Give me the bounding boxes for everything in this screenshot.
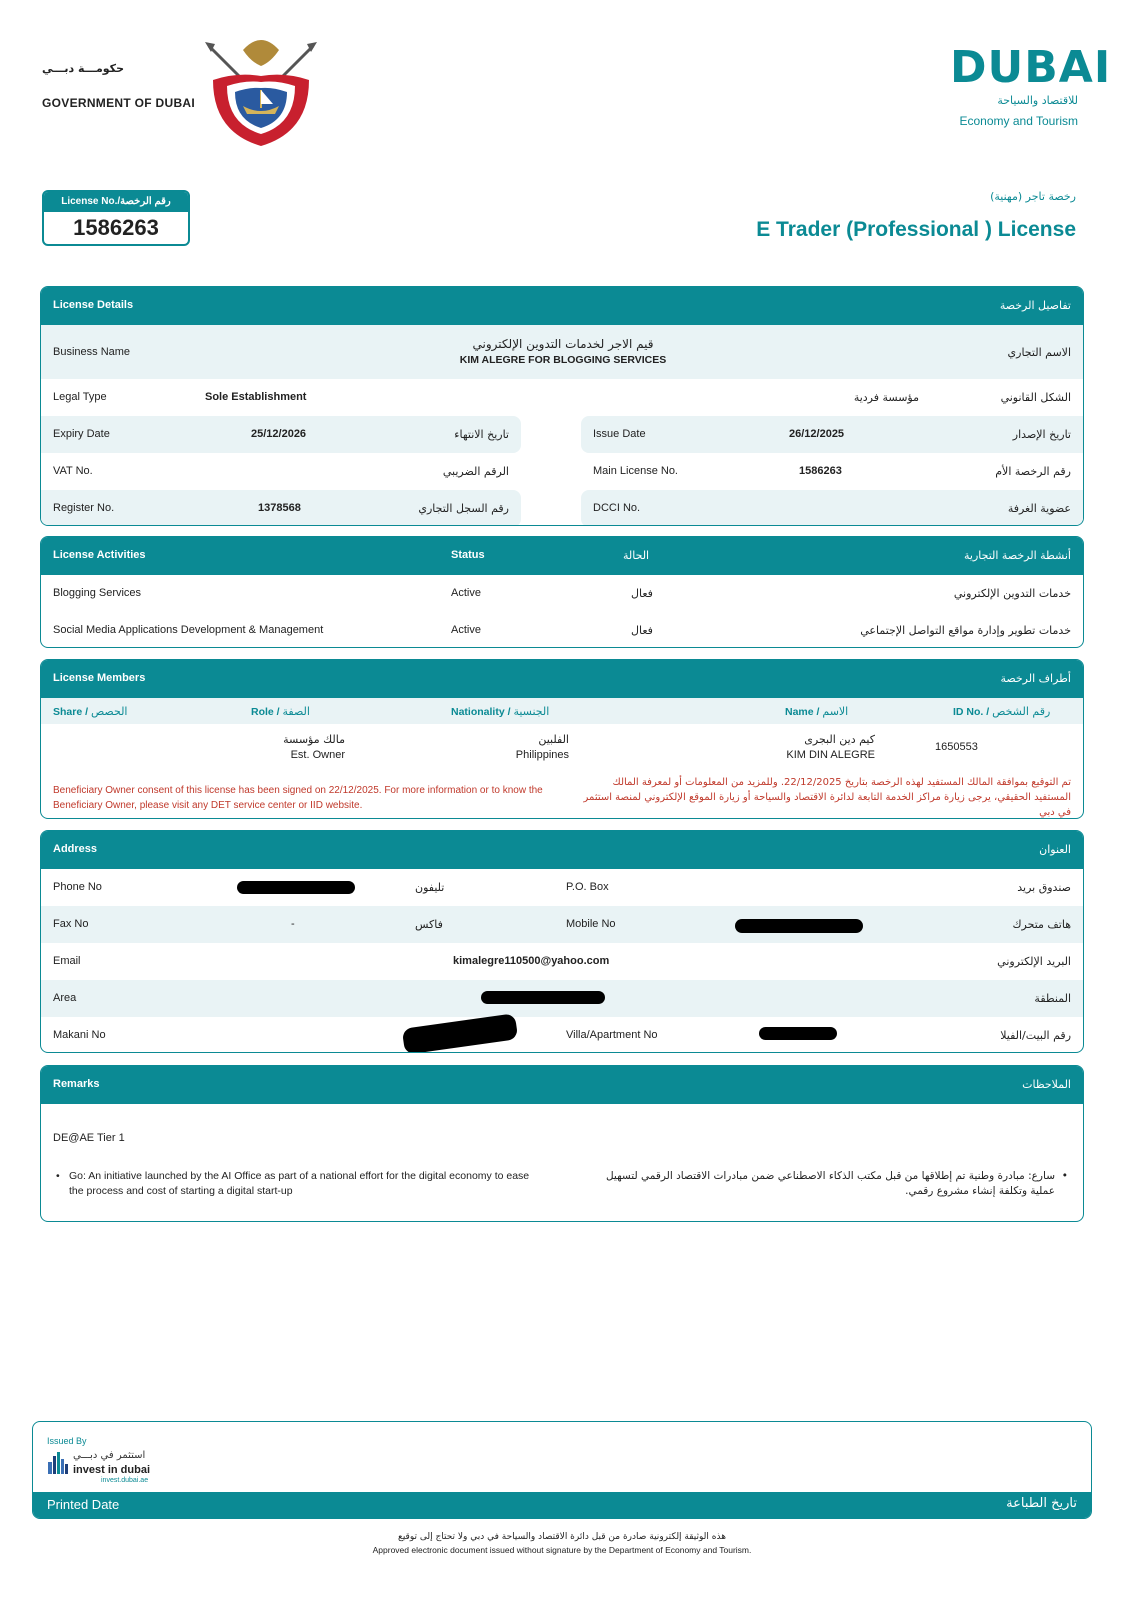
remarks-panel (40, 1065, 1084, 1222)
invest-logo-arabic: استثمر في دبـــي (73, 1450, 146, 1461)
email-arabic-label: البريد الإلكتروني (997, 955, 1071, 968)
government-name-arabic: حكومـــة دبـــي (42, 62, 124, 75)
bullet-icon: • (56, 1170, 60, 1182)
status-column-header: Status (451, 549, 485, 561)
phone-redaction (237, 881, 355, 894)
legal-type-arabic-label: الشكل القانوني (1000, 391, 1071, 404)
printed-date-bar (33, 1492, 1091, 1518)
remarks-bullet-arabic: • سارع: مبادرة وطنية تم إطلاقها من قبل مكتب الذكاء الاصطناعي ضمن مبادرات الاقتصاد الرقمي لتسهيل عملية وتكلفة إنشاء مشروع رقمي. (605, 1170, 1068, 1197)
share-column-header: Share / الحصص (53, 705, 128, 718)
main-license-arabic-label: رقم الرخصة الأم (995, 465, 1071, 478)
activity-status-arabic: فعال (631, 624, 653, 637)
issued-by-label: Issued By (47, 1436, 87, 1446)
beneficiary-note-arabic: تم التوقيع بموافقة المالك المستفيد لهذه الرخصة بتاريخ 22/12/2025. وللمزيد من المعلومات أو لمعرفة المالك المستفيد الحقيقي، يرجى زيارة مراكز الخدمة التابعة لدائرة الاقتصاد والسياحة أو زيارة الموقع الإلكتروني لمنصة استثمر في دبي (583, 777, 1071, 818)
fax-value: - (291, 918, 295, 930)
remarks-title-arabic: الملاحظات (1022, 1078, 1071, 1091)
vat-arabic-label: الرقم الضريبي (442, 465, 509, 478)
dubai-logo-english: Economy and Tourism (959, 114, 1078, 128)
license-activities-panel (40, 536, 1084, 648)
business-name-label: Business Name (53, 346, 131, 358)
activity-status: Active (451, 587, 481, 599)
activity-status-arabic: فعال (631, 587, 653, 600)
address-title-arabic: العنوان (1039, 843, 1071, 856)
area-redaction (481, 991, 605, 1004)
mobile-redaction (735, 919, 863, 933)
license-activities-title-arabic: أنشطة الرخصة التجارية (963, 549, 1071, 562)
activity-name: Social Media Applications Development & Management (53, 624, 324, 636)
license-number-label: License No./رقم الرخصة (44, 192, 188, 212)
fax-arabic-label: فاكس (415, 918, 443, 931)
member-name: KIM DIN ALEGRE (786, 749, 875, 761)
area-row (41, 980, 1083, 1017)
fax-label: Fax No (53, 918, 89, 930)
expiry-date-label: Expiry Date (53, 428, 110, 440)
activity-row (41, 575, 1083, 612)
fax-row (41, 906, 1083, 943)
dcci-arabic-label: عضوية الغرفة (1007, 502, 1071, 515)
license-members-panel (40, 659, 1084, 819)
makani-redaction (402, 1013, 519, 1053)
legal-type-row (41, 379, 1083, 416)
vat-row (41, 453, 1083, 490)
phone-arabic-label: تليفون (415, 881, 445, 894)
legal-type-label: Legal Type (53, 391, 107, 403)
register-value: 1378568 (258, 502, 301, 514)
license-members-header (41, 660, 1083, 698)
mobile-arabic-label: هاتف متحرك (1012, 918, 1071, 931)
license-title-english: E Trader (Professional ) License (756, 218, 1076, 241)
members-column-headers (41, 698, 1083, 724)
main-license-label: Main License No. (593, 465, 678, 477)
member-role: Est. Owner (290, 749, 345, 761)
address-panel (40, 830, 1084, 1053)
license-details-title: License Details (53, 299, 134, 311)
business-name-english: KIM ALEGRE FOR BLOGGING SERVICES (459, 354, 667, 366)
dates-row (41, 416, 1083, 453)
member-row (41, 724, 1083, 770)
issued-by-panel (32, 1421, 1092, 1519)
address-header (41, 831, 1083, 869)
area-arabic-label: المنطقة (1034, 992, 1071, 1005)
email-row (41, 943, 1083, 980)
invest-logo-url: invest.dubai.ae (101, 1477, 149, 1484)
expiry-date-arabic-label: تاريخ الانتهاء (454, 428, 509, 441)
member-id: 1650553 (935, 741, 978, 753)
license-details-panel (40, 286, 1084, 526)
villa-label: Villa/Apartment No (566, 1029, 658, 1041)
activity-name-arabic: خدمات تطوير وإدارة مواقع التواصل الإجتماعي (860, 624, 1071, 637)
disclaimer-arabic: هذه الوثيقة إلكترونية صادرة من قبل دائرة الاقتصاد والسياحة في دبي ولا تحتاج إلى توقيع (398, 1532, 726, 1542)
activity-status: Active (451, 624, 481, 636)
dubai-government-emblem-icon (205, 32, 317, 147)
business-name-row (41, 325, 1083, 379)
business-name-arabic: قيم الاجر لخدمات التدوين الإلكتروني (472, 337, 654, 351)
member-nationality-arabic: الفلبين (538, 733, 569, 746)
bullet-icon: • (1061, 1170, 1068, 1182)
license-number-value: 1586263 (73, 215, 159, 240)
name-column-header: Name / الاسم (785, 705, 849, 718)
license-details-header (41, 287, 1083, 325)
dubai-logo-word: DUBAI (950, 42, 1112, 93)
activity-name-arabic: خدمات التدوين الإلكتروني (953, 587, 1071, 600)
activity-row (41, 612, 1083, 648)
issue-date-label: Issue Date (593, 428, 646, 440)
nationality-column-header: Nationality / الجنسية (451, 705, 550, 718)
villa-arabic-label: رقم البيت/الفيلا (1000, 1029, 1071, 1042)
invest-logo-english: invest in dubai (73, 1464, 151, 1476)
role-column-header: Role / الصفة (251, 705, 310, 718)
vat-label: VAT No. (53, 465, 93, 477)
member-nationality: Philippines (515, 749, 569, 761)
legal-type-arabic-value: مؤسسة فردية (853, 391, 919, 404)
address-title: Address (53, 843, 98, 855)
register-label: Register No. (53, 502, 115, 514)
email-value: kimalegre110500@yahoo.com (453, 955, 610, 967)
issue-date-arabic-label: تاريخ الإصدار (1012, 428, 1071, 441)
business-name-arabic-label: الاسم التجاري (1007, 346, 1071, 359)
government-name-english: GOVERNMENT OF DUBAI (42, 96, 196, 110)
license-members-title: License Members (53, 672, 146, 684)
license-activities-title: License Activities (53, 549, 146, 561)
status-column-header-arabic: الحالة (623, 549, 650, 562)
pobox-label: P.O. Box (566, 881, 609, 893)
disclaimer-english: Approved electronic document issued without signature by the Department of Economy and Tourism. (372, 1545, 752, 1555)
activity-name: Blogging Services (53, 587, 142, 599)
license-title-arabic: رخصة تاجر (مهنية) (990, 190, 1076, 203)
remarks-tier: DE@AE Tier 1 (53, 1132, 125, 1144)
main-license-value: 1586263 (799, 465, 842, 477)
phone-label: Phone No (53, 881, 102, 893)
beneficiary-note: Beneficiary Owner consent of this license has been signed on 22/12/2025. For more information or to know the Beneficiary Owner, please visit any DET service center or IID website. (53, 785, 543, 811)
remarks-title: Remarks (53, 1078, 100, 1090)
issue-date-value: 26/12/2025 (789, 428, 845, 440)
makani-row (41, 1017, 1083, 1053)
register-row (41, 490, 1083, 526)
member-role-arabic: مالك مؤسسة (283, 733, 345, 746)
id-column-header: ID No. / رقم الشخص (953, 705, 1051, 718)
villa-redaction (759, 1027, 837, 1040)
license-activities-header (41, 537, 1083, 575)
printed-date-arabic-label: تاريخ الطباعة (1006, 1496, 1077, 1511)
dubai-economy-tourism-logo (950, 42, 1112, 137)
dubai-logo-arabic: للاقتصاد والسياحة (997, 94, 1078, 107)
pobox-arabic-label: صندوق بريد (1017, 881, 1071, 894)
member-name-arabic: كيم دين البجرى (804, 733, 875, 746)
invest-in-dubai-skyline-icon (47, 1452, 69, 1474)
license-number-box (42, 190, 190, 246)
expiry-date-value: 25/12/2026 (251, 428, 307, 440)
register-arabic-label: رقم السجل التجاري (418, 502, 509, 515)
printed-date-label: Printed Date (47, 1497, 120, 1512)
license-members-title-arabic: أطراف الرخصة (1000, 672, 1071, 685)
mobile-label: Mobile No (566, 918, 616, 930)
phone-row (41, 869, 1083, 906)
email-label: Email (53, 955, 81, 967)
remarks-bullet-english: • Go: An initiative launched by the AI Office as part of a national effort for the digital economy to ease the process and cost of starting a digital start-up (56, 1170, 530, 1197)
area-label: Area (53, 992, 77, 1004)
legal-type-value: Sole Establishment (205, 391, 307, 403)
dcci-label: DCCI No. (593, 502, 641, 514)
makani-label: Makani No (53, 1029, 106, 1041)
remarks-header (41, 1066, 1083, 1104)
license-details-title-arabic: تفاصيل الرخصة (999, 299, 1071, 312)
